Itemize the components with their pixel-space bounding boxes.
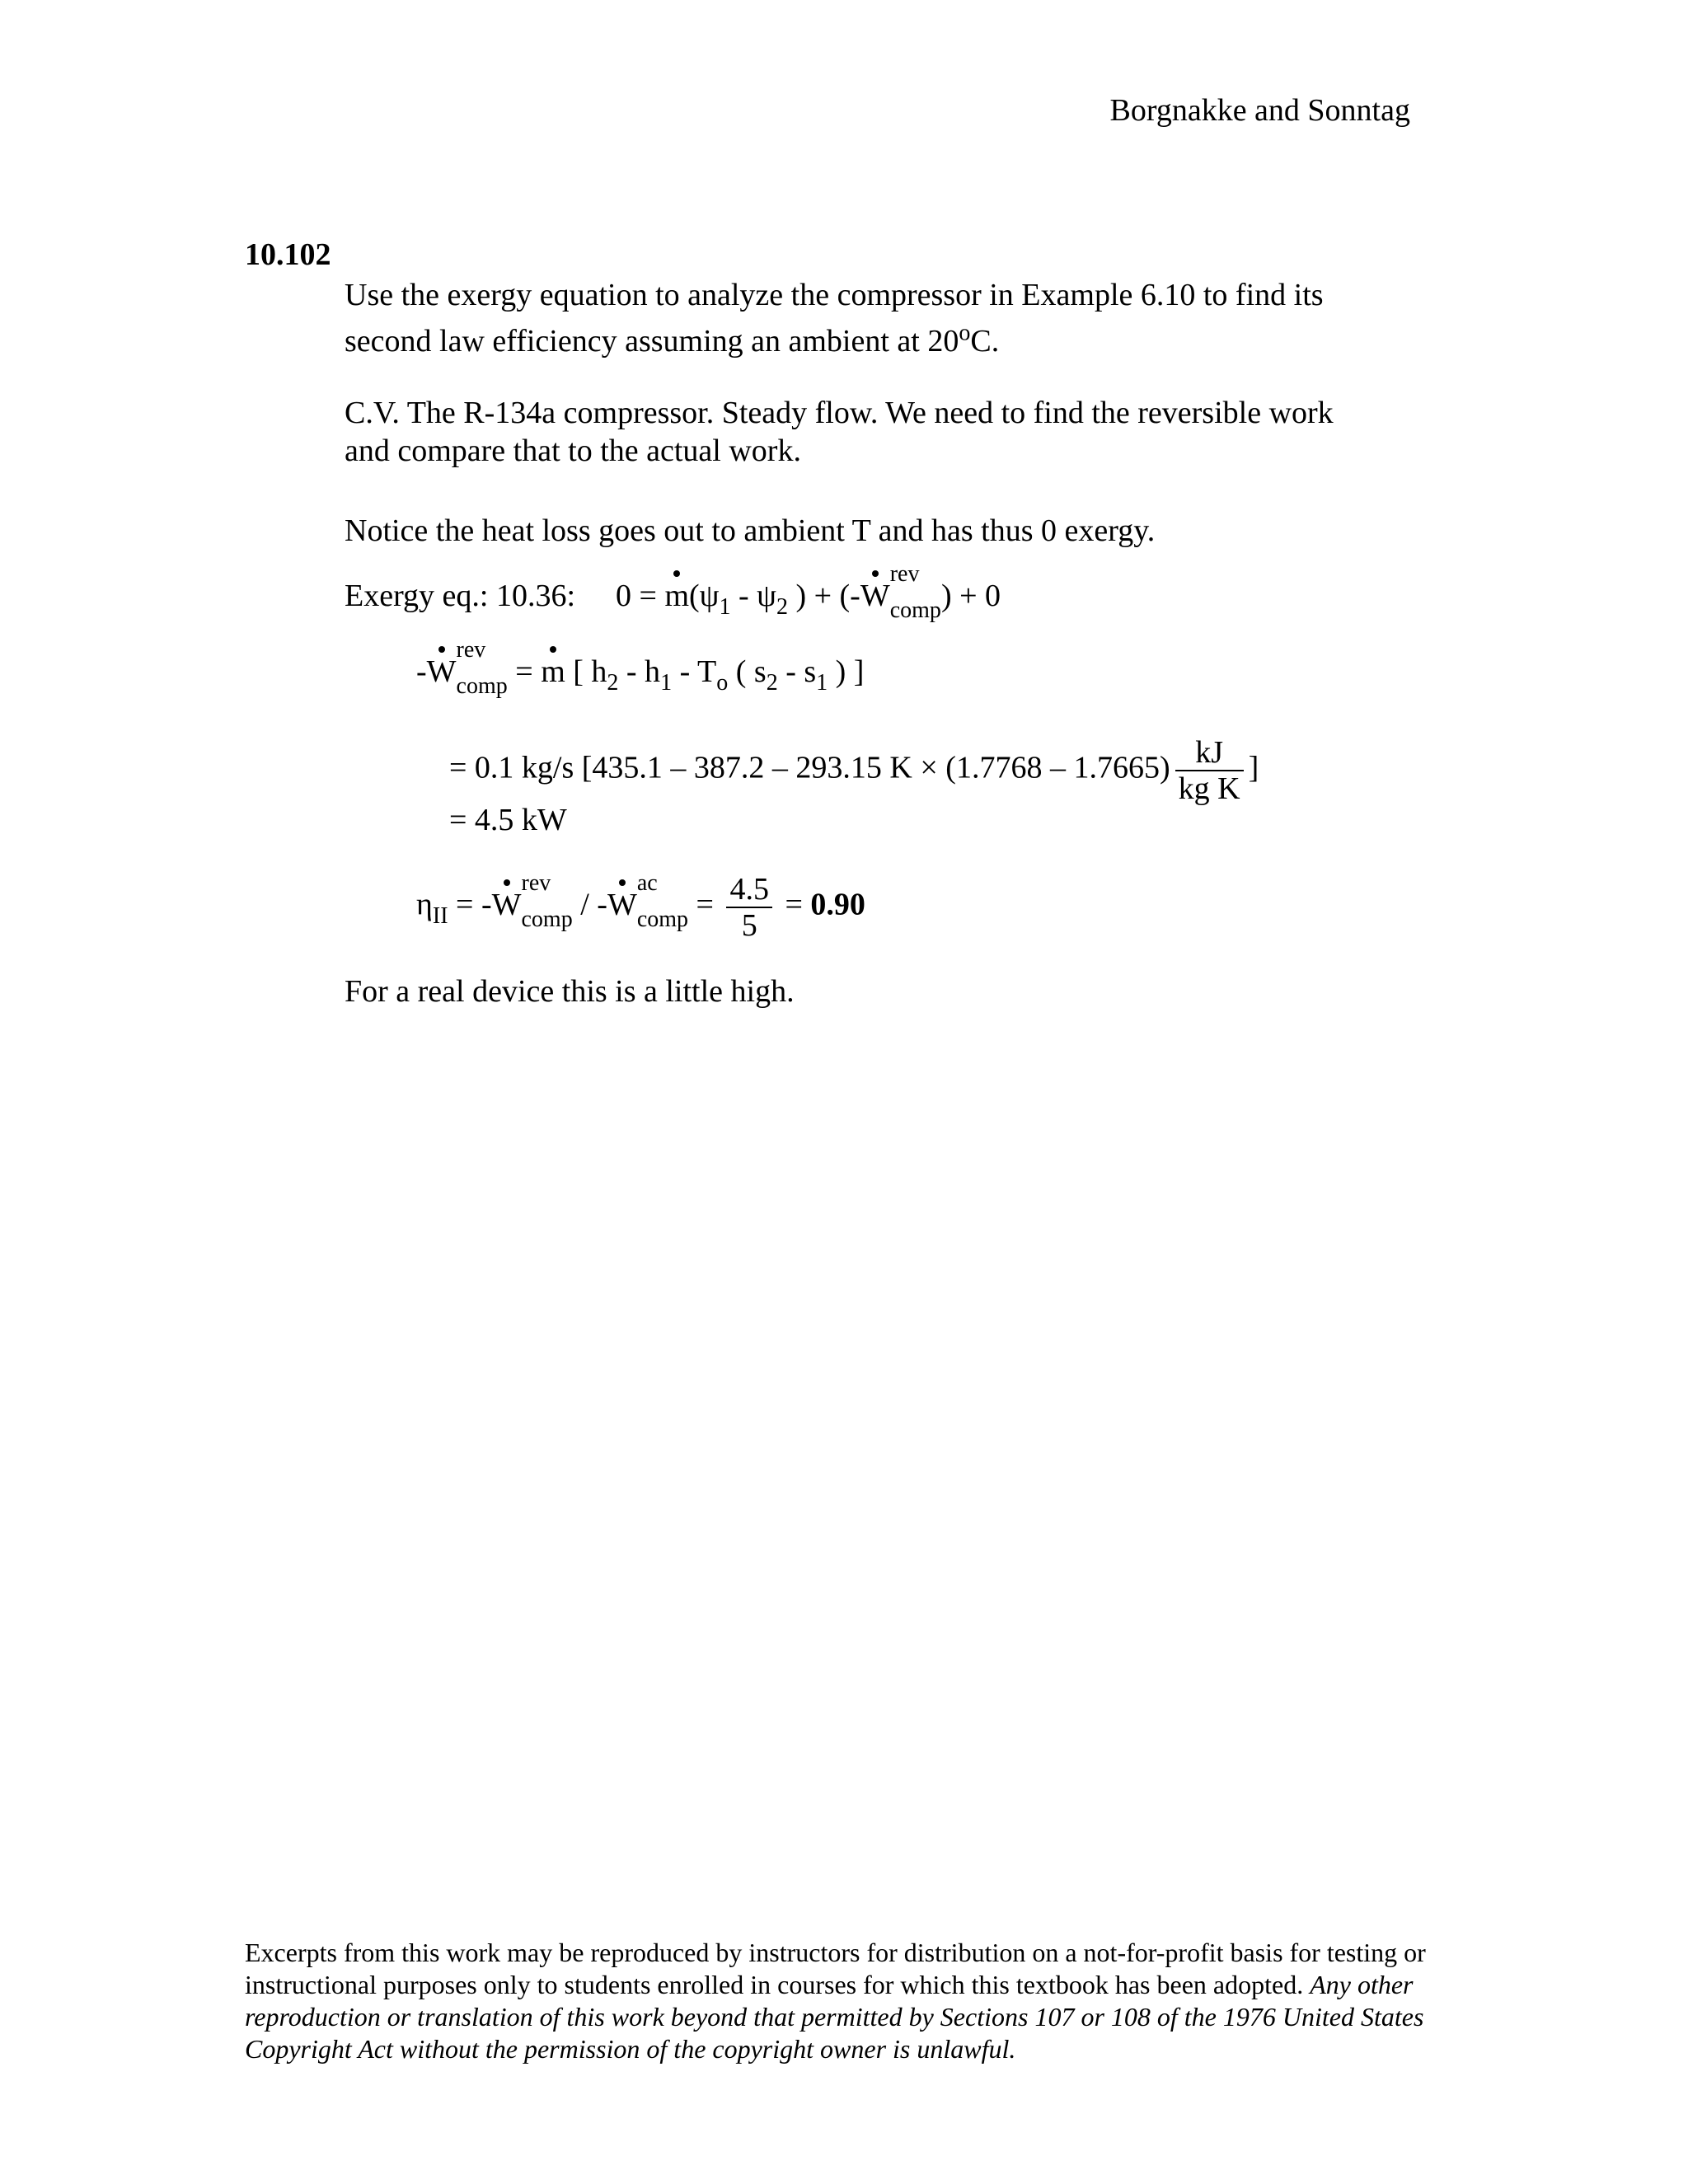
closing-bracket: ) ] <box>828 654 865 689</box>
subscript-II: II <box>432 902 448 929</box>
fraction-numerator: 4.5 <box>726 872 772 908</box>
subscript-o: o <box>716 670 729 696</box>
work-symbol: W <box>427 651 457 692</box>
equals-sign: = <box>507 654 542 689</box>
superscript-rev: rev <box>889 561 920 588</box>
cv-line-2: and compare that to the actual work. <box>345 434 801 468</box>
efficiency-value: 0.90 <box>810 887 865 922</box>
problem-statement <box>345 272 1324 364</box>
psi-2: - ψ <box>730 579 776 613</box>
superscript-rev: rev <box>521 870 551 896</box>
mass-flow-symbol: m <box>664 575 689 616</box>
unit-denominator: kg K <box>1178 771 1240 806</box>
page-header-authors: Borgnakke and Sonntag <box>1109 93 1410 128</box>
footer-italic-text: Any other reproduction or translation of this work beyond that permitted by Sections 107 or 108 of the 1976 United States Copyright Act without the permission of the copyright owner is unlawful. <box>245 1970 1424 2064</box>
closing-bracket: ] <box>1248 750 1259 785</box>
fraction-denominator: 5 <box>741 908 757 943</box>
statement-line-2 <box>345 318 1324 364</box>
notice-text: Notice the heat loss goes out to ambient T and has thus 0 exergy. <box>345 513 1156 548</box>
enthalpy-h2: [ h <box>565 654 607 689</box>
statement-line-1: Use the exergy equation to analyze the compressor in Example 6.10 to find its <box>345 278 1324 312</box>
result-line: = 4.5 kW <box>449 803 567 837</box>
divide-sign: / - <box>572 887 607 922</box>
problem-number: 10.102 <box>245 237 331 272</box>
cv-line-1: C.V. The R-134a compressor. Steady flow. We need to find the reversible work <box>345 396 1334 430</box>
superscript-rev: rev <box>456 637 486 663</box>
temperature-T: - T <box>672 654 717 689</box>
subscript-comp: comp <box>636 907 689 932</box>
unit-fraction <box>1175 735 1244 806</box>
copyright-footer <box>245 1937 1448 2065</box>
numeric-line: = 0.1 kg/s [435.1 – 387.2 – 293.15 K × (1.7768 – 1.7665) <box>449 750 1170 785</box>
subscript-1: 1 <box>816 670 828 696</box>
eta-equals: = - <box>448 887 492 922</box>
conclusion-text: For a real device this is a little high. <box>345 974 795 1009</box>
exergy-equation <box>345 561 1001 624</box>
numeric-substitution <box>449 735 1259 806</box>
subscript-1: 1 <box>719 594 731 620</box>
control-volume-text <box>345 394 1334 470</box>
minus-sign: - <box>416 654 427 689</box>
efficiency-fraction <box>726 872 772 943</box>
eq-tail: ) + 0 <box>940 579 1001 613</box>
subscript-2: 2 <box>607 670 619 696</box>
superscript-ac: ac <box>636 870 658 896</box>
work-symbol: W <box>492 884 522 926</box>
entropy-s2: ( s <box>728 654 767 689</box>
efficiency-equation <box>416 872 865 943</box>
exergy-eq-label: Exergy eq.: 10.36: <box>345 579 576 613</box>
equals-sign: = <box>776 887 811 922</box>
subscript-comp: comp <box>889 598 941 624</box>
work-symbol: W <box>860 575 890 616</box>
enthalpy-h1: - h <box>618 654 661 689</box>
equals-sign: = <box>688 887 722 922</box>
subscript-2: 2 <box>776 594 788 620</box>
degree-symbol: o <box>959 320 971 346</box>
eq-plus: ) + (- <box>787 579 860 613</box>
subscript-2: 2 <box>766 670 778 696</box>
subscript-comp: comp <box>456 673 508 700</box>
reversible-work-equation <box>416 637 865 700</box>
subscript-comp: comp <box>521 907 573 932</box>
mass-flow-symbol: m <box>541 651 565 692</box>
eta-symbol: η <box>416 887 433 922</box>
subscript-1: 1 <box>660 670 673 696</box>
footer-normal-text: Excerpts from this work may be reproduced by instructors for distribution on a not-for-profit basis for testing or instructional purposes only to students enrolled in courses for which this textbook has been adopted. <box>245 1938 1426 1999</box>
work-symbol: W <box>607 884 637 926</box>
psi-1: (ψ <box>689 579 720 613</box>
statement-text: second law efficiency assuming an ambient at 20 <box>345 324 959 359</box>
eq-zero: 0 = <box>616 579 665 613</box>
statement-unit: C. <box>970 324 1000 359</box>
unit-numerator: kJ <box>1175 735 1244 771</box>
entropy-s1: - s <box>777 654 817 689</box>
